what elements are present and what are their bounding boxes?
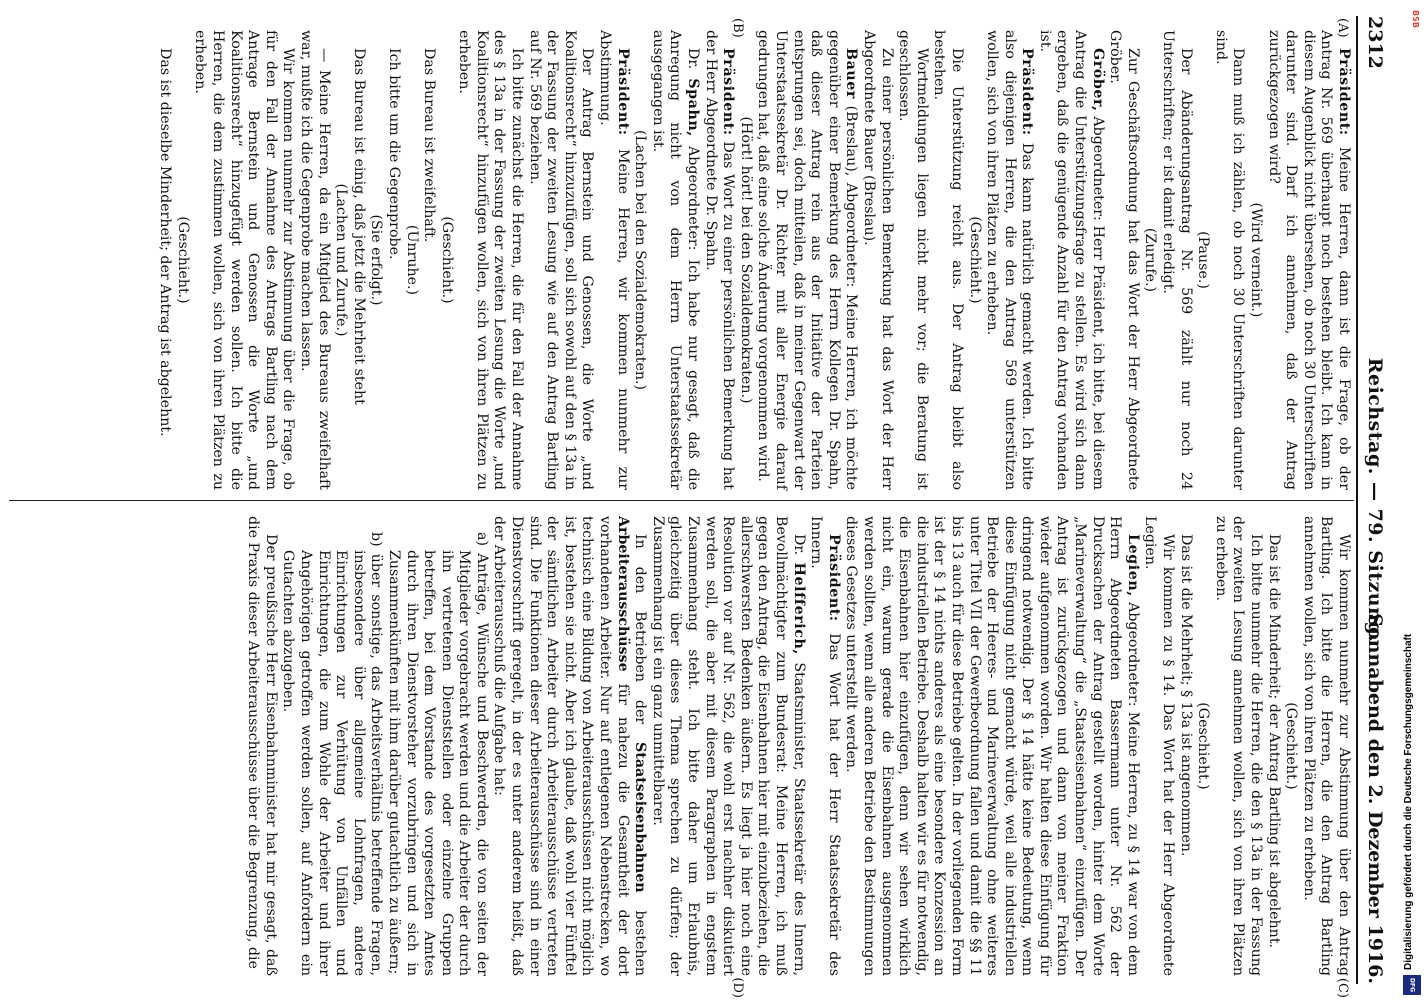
paragraph: Wir kommen nunmehr zur Abstimmung über den Antrag Bartling. Ich bitte die Herren, die den Antrag Bartling annehmen wollen, sich von ihren Plätzen zu erheben. bbox=[1300, 516, 1352, 976]
speaker-name: Bauer bbox=[843, 48, 860, 100]
dfg-logo: DFG bbox=[1403, 975, 1421, 995]
paragraph: Dann muß ich zählen, ob noch 30 Unterschriften darunter sind. bbox=[1212, 30, 1247, 490]
speaker-name: Helfferich, bbox=[790, 562, 807, 655]
speaker-name: Präsident: bbox=[720, 48, 737, 136]
paragraph: Wir kommen nunmehr zur Abstimmung über die Frage, ob für den Fall der Annahme des Antrags Bartling nach dem Antrage Bernstein und Genossen die Worte „und Koalitionsrecht“ hinzugefügt werden sollen. Ich bitte die Herren, die dem zustimmen wollen, sich von ihren Plätzen zu erheben. bbox=[192, 30, 297, 490]
emphasis: Arbeiterausschüsse bbox=[614, 516, 631, 672]
paragraph: Zur Geschäftsordnung hat das Wort der Herr Abgeordnete Gröber. bbox=[1107, 30, 1141, 490]
speaker-name: Präsident: bbox=[1019, 48, 1036, 136]
paragraph: Das ist dieselbe Minderheit; der Antrag ist abgelehnt. bbox=[157, 48, 174, 437]
paragraph: Bauer (Breslau), Abgeordneter: Meine Herren, ich möchte gegenüber einer Bemerkung des Herrn Kollegen Dr. Spahn, daß dieser Antrag rein aus der Initiative der Parteien entsprungen sei, doch mitteilen, daß in meiner Gegenwart der Unterstaatssekretär Dr. Richter mit aller Energie darauf gedrungen hat, daß eine solche Änderung vorgenommen wird. bbox=[755, 30, 860, 490]
paragraph: Zu einer persönlichen Bemerkung hat das Wort der Herr Abgeordnete Bauer (Breslau). bbox=[860, 30, 895, 490]
paragraph: Das ist die Minderheit; der Antrag Bartling ist abgelehnt. bbox=[1265, 534, 1282, 949]
page-date: Sonnabend den 2. Dezember 1916. bbox=[1364, 613, 1386, 984]
paragraph: Der preußische Herr Eisenbahnminister hat mir gesagt, daß die Praxis dieser Arbeiterausschüsse über die Begrenzung, die bbox=[245, 516, 279, 976]
paragraph: Das ist die Mehrheit; § 13a ist angenommen. bbox=[1177, 534, 1194, 857]
paragraph: Das Bureau ist zweifelhaft. bbox=[421, 48, 438, 243]
paragraph: Präsident: Meine Herren, wir kommen nunmehr zur Abstimmung. bbox=[597, 30, 631, 490]
stage-direction: (Geschieht.) bbox=[1195, 702, 1212, 790]
scan-margin-strip bbox=[1399, 0, 1425, 1000]
margin-mark-b: (B) bbox=[730, 18, 745, 38]
stage-direction: (Geschieht.) bbox=[438, 216, 455, 304]
page-title: Reichstag. — 79. Sitzung. bbox=[1364, 357, 1386, 643]
page-header bbox=[1356, 16, 1392, 984]
margin-mark-d: (D) bbox=[730, 977, 745, 998]
paragraph: — Meine Herren, da ein Mitglied des Bureaus zweifelhaft war, mußte ich die Gegenprobe machen lassen. bbox=[297, 30, 332, 490]
paragraph: Präsident: Das Wort zu einer persönlichen Bemerkung hat der Herr Abgeordnete Dr. Spahn. bbox=[702, 30, 737, 490]
paragraph: Präsident: Meine Herren, dann ist die Frage, ob der Antrag Nr. 569 überhaupt noch bestehen bleibt. Ich kann in diesem Augenblick nicht übersehen, ob noch 30 Unterschriften darunter sind. Darf ich annehmen, daß der Antrag zurückgezogen wird? bbox=[1265, 30, 1352, 490]
stage-direction: (Lachen bei den Sozialdemokraten.) bbox=[632, 129, 649, 391]
speaker-name: Präsident: bbox=[1336, 48, 1352, 136]
speaker-name: Legien, bbox=[1124, 534, 1141, 597]
paragraph: Wortmeldungen liegen nicht mehr vor; die Beratung ist geschlossen. bbox=[896, 30, 930, 490]
right-column bbox=[244, 516, 1352, 976]
margin-mark-c: (C) bbox=[1335, 977, 1350, 998]
speaker-name: Präsident: bbox=[825, 534, 842, 622]
paragraph: Präsident: Das kann natürlich gemacht werden. Ich bitte also diejenigen Herren, die den Antrag 569 unterstützen wollen, sich von ihren Plätzen zu erheben. bbox=[984, 30, 1036, 490]
speaker-name: Spahn, bbox=[685, 78, 702, 137]
speaker-name: Präsident: bbox=[614, 48, 631, 136]
stage-direction: (Pause.) bbox=[1195, 231, 1212, 289]
list-item: b) über sonstige, das Arbeitsverhältnis betreffende Fragen, insbesondere über allgemeine Lohnfragen, andere Einrichtungen zur Verhütung von Unfällen und Einrichtungen, die zum Wohle der Arbeiter und ihrer Angehörigen getroffen werden sollen, auf Anfordern ein Gutachten abzugeben. bbox=[280, 532, 385, 976]
stage-direction: (Zurufe.) bbox=[1142, 227, 1159, 293]
speaker-name: Gröber, bbox=[1089, 48, 1106, 112]
digitization-note: Digitalisierung gefördert durch die Deutsche Forschungsgemeinschaft bbox=[1403, 633, 1414, 970]
paragraph: Die Unterstützung reicht aus. Der Antrag bleibt also bestehen. bbox=[931, 30, 965, 490]
paragraph: Präsident: Das Wort hat der Herr Staatssekretär des Innern. bbox=[808, 516, 842, 976]
paragraph: Legien, Abgeordneter: Meine Herren, zu § 14 war von dem Herrn Abgeordneten Bassermann unter Nr. 562 der Drucksachen der Antrag gestellt worden, hinter dem Worte „Marineverwaltung“ die „Staatseisenbahnen“ einzufügen. Der Antrag ist zurückgezogen und dann von meiner Fraktion wieder aufgenommen worden. Wir halten diese Einfügung für dringend notwendig. Der § 14 hätte keine Bedeutung, wenn diese Einfügung nicht gemacht würde, weil alle industriellen Betriebe der Heeres- und Marineverwaltung ohne weiteres unter Titel VII der Gewerbeordnung fallen und damit die §§ 11 bis 13 auch für diese Betriebe gelten. In der vorliegenden Form ist der § 14 nichts anderes als eine besondere Konzession an die industriellen Betriebe. Deshalb halten wir es für notwendig, die Eisenbahnen hier einzufügen, denn wir sehen wirklich nicht ein, warum gerade die Eisenbahnen ausgenommen werden sollten, wenn alle anderen Betriebe den Bestimmungen dieses Gesetzes unterstellt werden. bbox=[843, 516, 1141, 976]
column-divider bbox=[9, 500, 1354, 501]
archive-code: BSB bbox=[1411, 10, 1420, 28]
stage-direction: (Lachen und Zurufe.) bbox=[333, 183, 350, 337]
page-number: 2312 bbox=[1364, 16, 1386, 69]
paragraph: Gröber, Abgeordneter: Herr Präsident, ich bitte, bei diesem Antrag die Unterstützungsfrage zu stellen. Es wird sich dann ergeben, daß die genügende Anzahl für den Antrag vorhanden ist. bbox=[1036, 30, 1106, 490]
margin-mark-a: (A) bbox=[1335, 18, 1350, 38]
stage-direction: (Geschieht.) bbox=[174, 216, 191, 304]
paragraph: Der Abänderungsantrag Nr. 569 zählt nur noch 24 Unterschriften; er ist damit erledigt. bbox=[1160, 30, 1194, 490]
paragraph: In den Betrieben der Staatseisenbahnen bestehen Arbeiterausschüsse für nahezu die Gesamtheit der dort vorhandenen Arbeiter. Nur auf entlegenen Nebenstrecken, wo technisch eine Bildung von Arbeiterausschüssen nicht möglich ist, bestehen sie nicht. Aber ich glaube, daß wohl vier Fünftel der sämtlichen Arbeiter durch Arbeiterausschüsse vertreten sind. Die Funktionen dieser Arbeiterausschüsse sind in einer Dienstvorschrift geregelt, in der es unter anderem heißt, daß der Arbeiterausschuß die Aufgabe hat: bbox=[491, 516, 649, 976]
stage-direction: (Wird verneint.) bbox=[1248, 202, 1265, 318]
paragraph: Ich bitte um die Gegenprobe. bbox=[385, 48, 402, 260]
stage-direction: (Unruhe.) bbox=[403, 224, 420, 296]
list-item: a) Anträge, Wünsche und Beschwerden, die von seiten der Mitglieder vorgebracht werden und die Arbeiter der durch ihn vertretenen Dienststellen oder einzelne Gruppen betreffen, bei dem Vorstande des vorgesetzten Amtes durch ihren Dienstvorsteher vorzubringen und sich in Zusammenkünften mit ihm darüber gutachtlich zu äußern; bbox=[385, 532, 490, 976]
paragraph: Wir kommen zu § 14. Das Wort hat der Herr Abgeordnete Legien. bbox=[1142, 516, 1177, 976]
paragraph: Ich bitte nunmehr die Herren, die den § 13a in der Fassung der zweiten Lesung annehmen wollen, sich von ihren Plätzen zu erheben. bbox=[1212, 516, 1265, 976]
stage-direction: (Hört! hört! bei den Sozialdemokraten.) bbox=[737, 116, 754, 404]
paragraph: Dr. Spahn, Abgeordneter: Ich habe nur gesagt, daß die Anregung nicht von dem Herrn Unterstaatssekretär ausgegangen ist. bbox=[649, 30, 702, 490]
left-column bbox=[156, 30, 1352, 490]
paragraph: Das Bureau ist einig, daß jetzt die Mehrheit steht bbox=[350, 48, 367, 405]
paragraph: Dr. Helfferich, Staatsminister, Staatssekretär des Innern, Bevollmächtigter zum Bundesrat: Meine Herren, ich muß gegen den Antrag, die Eisenbahnen hier mit einzubeziehen, die allerschwersten Bedenken äußern. Es liegt ja hier noch eine Resolution vor auf Nr. 562, die wohl erst nachher diskutiert werden soll, die aber mit diesem Paragraphen in engstem Zusammenhang steht. Ich bitte daher um Erlaubnis, gleichzeitig über dieses Thema sprechen zu dürfen; der Zusammenhang ist ein ganz unmittelbarer. bbox=[649, 516, 807, 976]
stage-direction: (Geschieht.) bbox=[1283, 702, 1300, 790]
stage-direction: (Geschieht.) bbox=[966, 216, 983, 304]
paragraph: Der Antrag Bernstein und Genossen, die Worte „und Koalitionsrecht“ hinzuzufügen, soll sich sowohl auf den § 13a in der Fassung der zweiten Lesung wie auf den Antrag Bartling auf Nr. 569 beziehen. bbox=[526, 30, 596, 490]
stage-direction: (Sie erfolgt.) bbox=[368, 214, 385, 306]
paragraph: Ich bitte zunächst die Herren, die für den Fall der Annahme des § 13a in der Fassung der zweiten Lesung die Worte „und Koalitionsrecht“ hinzufügen wollen, sich von ihren Plätzen zu erheben. bbox=[456, 30, 526, 490]
emphasis: Staatseisenbahnen bbox=[632, 742, 649, 893]
